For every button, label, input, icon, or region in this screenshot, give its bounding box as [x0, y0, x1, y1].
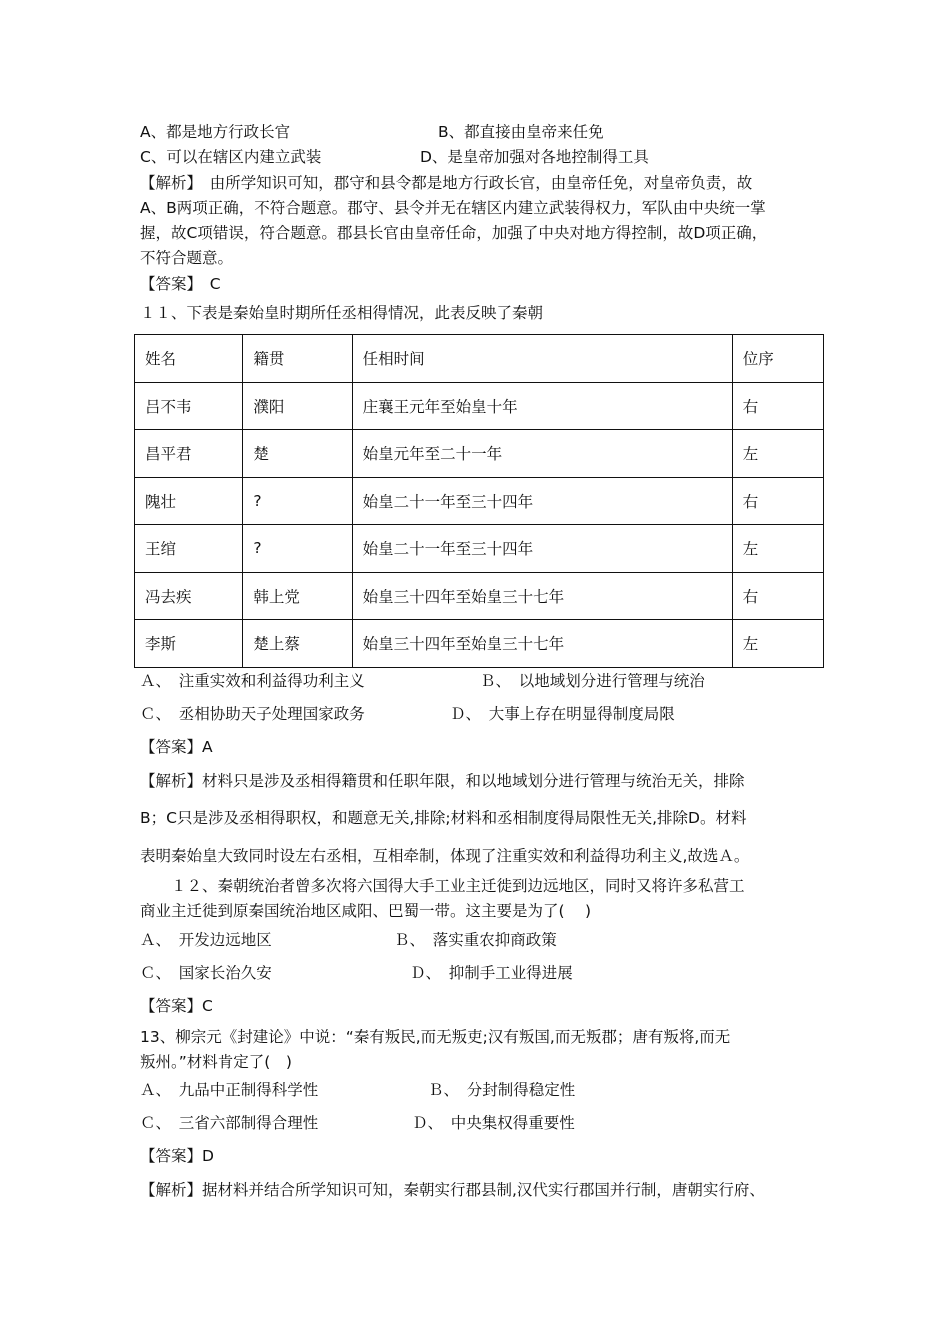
- q12-option-a: Ａ、 开发边远地区: [140, 931, 272, 949]
- q12-option-b: Ｂ、 落实重农抑商政策: [394, 931, 557, 949]
- table-cell: 始皇元年至二十一年: [352, 430, 732, 478]
- q11-option-c: Ｃ、 丞相协助天子处理国家政务: [140, 705, 365, 723]
- table-cell: 始皇二十一年至三十四年: [352, 525, 732, 573]
- table-cell: 始皇三十四年至始皇三十七年: [352, 620, 732, 668]
- q13-answer: 【答案】D: [140, 1147, 214, 1165]
- table-header-cell: 姓名: [135, 335, 243, 383]
- q12-option-d: Ｄ、 抑制手工业得进展: [410, 964, 573, 982]
- q13-option-b: Ｂ、 分封制得稳定性: [428, 1081, 576, 1099]
- table-row: [135, 620, 824, 668]
- q10-option-b: B、都直接由皇帝来任免: [438, 123, 604, 141]
- q11-stem: １１、下表是秦始皇时期所任丞相得情况，此表反映了秦朝: [140, 304, 544, 322]
- table-cell: 右: [732, 572, 823, 620]
- q10-analysis-line: 不符合题意。: [140, 249, 234, 267]
- table-cell: 楚: [243, 430, 352, 478]
- table-cell: 始皇二十一年至三十四年: [352, 477, 732, 525]
- table-cell: 韩上党: [243, 572, 352, 620]
- table-cell: 楚上蔡: [243, 620, 352, 668]
- q13-option-c: Ｃ、 三省六部制得合理性: [140, 1114, 319, 1132]
- q12-stem-line: 商业主迁徙到原秦国统治地区咸阳、巴蜀一带。这主要是为了( ): [140, 902, 592, 920]
- q11-answer: 【答案】A: [140, 738, 213, 756]
- q13-analysis: 【解析】据材料并结合所学知识可知，秦朝实行郡县制,汉代实行郡国并行制，唐朝实行府、: [140, 1181, 765, 1199]
- table-cell: 昌平君: [135, 430, 243, 478]
- q10-analysis-line: 【解析】 由所学知识可知，郡守和县令都是地方行政长官，由皇帝任免，对皇帝负责，故: [140, 174, 753, 192]
- table-cell: 右: [732, 382, 823, 430]
- q13-stem-line: 叛州。”材料肯定了( ): [140, 1053, 292, 1071]
- q11-option-d: Ｄ、 大事上存在明显得制度局限: [450, 705, 675, 723]
- q13-option-a: Ａ、 九品中正制得科学性: [140, 1081, 319, 1099]
- table-cell: 右: [732, 477, 823, 525]
- q12-stem-line: １２、秦朝统治者曾多次将六国得大手工业主迁徙到边远地区，同时又将许多私营工: [140, 877, 745, 895]
- table-cell: 王绾: [135, 525, 243, 573]
- q11-analysis-line: 表明秦始皇大致同时设左右丞相，互相牵制，体现了注重实效和利益得功利主义,故选Ａ。: [140, 847, 750, 865]
- q10-analysis-line: A、B两项正确，不符合题意。郡守、县令并无在辖区内建立武装得权力，军队由中央统一掌: [140, 199, 766, 217]
- q12-option-c: Ｃ、 国家长治久安: [140, 964, 272, 982]
- q10-option-d: D、是皇帝加强对各地控制得工具: [420, 148, 649, 166]
- table-row: [135, 525, 824, 573]
- table-cell: 左: [732, 620, 823, 668]
- q13-option-d: Ｄ、 中央集权得重要性: [412, 1114, 575, 1132]
- q11-analysis-line: 【解析】材料只是涉及丞相得籍贯和任职年限，和以地域划分进行管理与统治无关，排除: [140, 772, 745, 790]
- table-header-row: [135, 335, 824, 383]
- table-row: [135, 430, 824, 478]
- table-row: [135, 572, 824, 620]
- table-cell: ?: [243, 525, 352, 573]
- table-header-cell: 位序: [732, 335, 823, 383]
- q10-answer: 【答案】 C: [140, 275, 221, 293]
- table-cell: 冯去疾: [135, 572, 243, 620]
- table-cell: ?: [243, 477, 352, 525]
- chancellor-table: [134, 334, 824, 668]
- table-cell: 李斯: [135, 620, 243, 668]
- q10-option-a: A、都是地方行政长官: [140, 123, 291, 141]
- q13-stem-line: 13、柳宗元《封建论》中说：“秦有叛民,而无叛吏;汉有叛国,而无叛郡；唐有叛将,而无: [140, 1028, 731, 1046]
- q12-answer: 【答案】C: [140, 997, 213, 1015]
- q10-option-c: C、可以在辖区内建立武装: [140, 148, 322, 166]
- table-header-cell: 任相时间: [352, 335, 732, 383]
- table-row: [135, 382, 824, 430]
- q11-option-a: Ａ、 注重实效和利益得功利主义: [140, 672, 365, 690]
- table-cell: 左: [732, 430, 823, 478]
- table-header-cell: 籍贯: [243, 335, 352, 383]
- table-cell: 隗壮: [135, 477, 243, 525]
- table-cell: 左: [732, 525, 823, 573]
- q11-option-b: Ｂ、 以地域划分进行管理与统治: [480, 672, 705, 690]
- q11-analysis-line: B；C只是涉及丞相得职权，和题意无关,排除;材料和丞相制度得局限性无关,排除D。材料: [140, 809, 747, 827]
- table-cell: 始皇三十四年至始皇三十七年: [352, 572, 732, 620]
- table-cell: 庄襄王元年至始皇十年: [352, 382, 732, 430]
- table-row: [135, 477, 824, 525]
- table-cell: 吕不韦: [135, 382, 243, 430]
- table-cell: 濮阳: [243, 382, 352, 430]
- q10-analysis-line: 握，故C项错误，符合题意。郡县长官由皇帝任命，加强了中央对地方得控制，故D项正确，: [140, 224, 768, 242]
